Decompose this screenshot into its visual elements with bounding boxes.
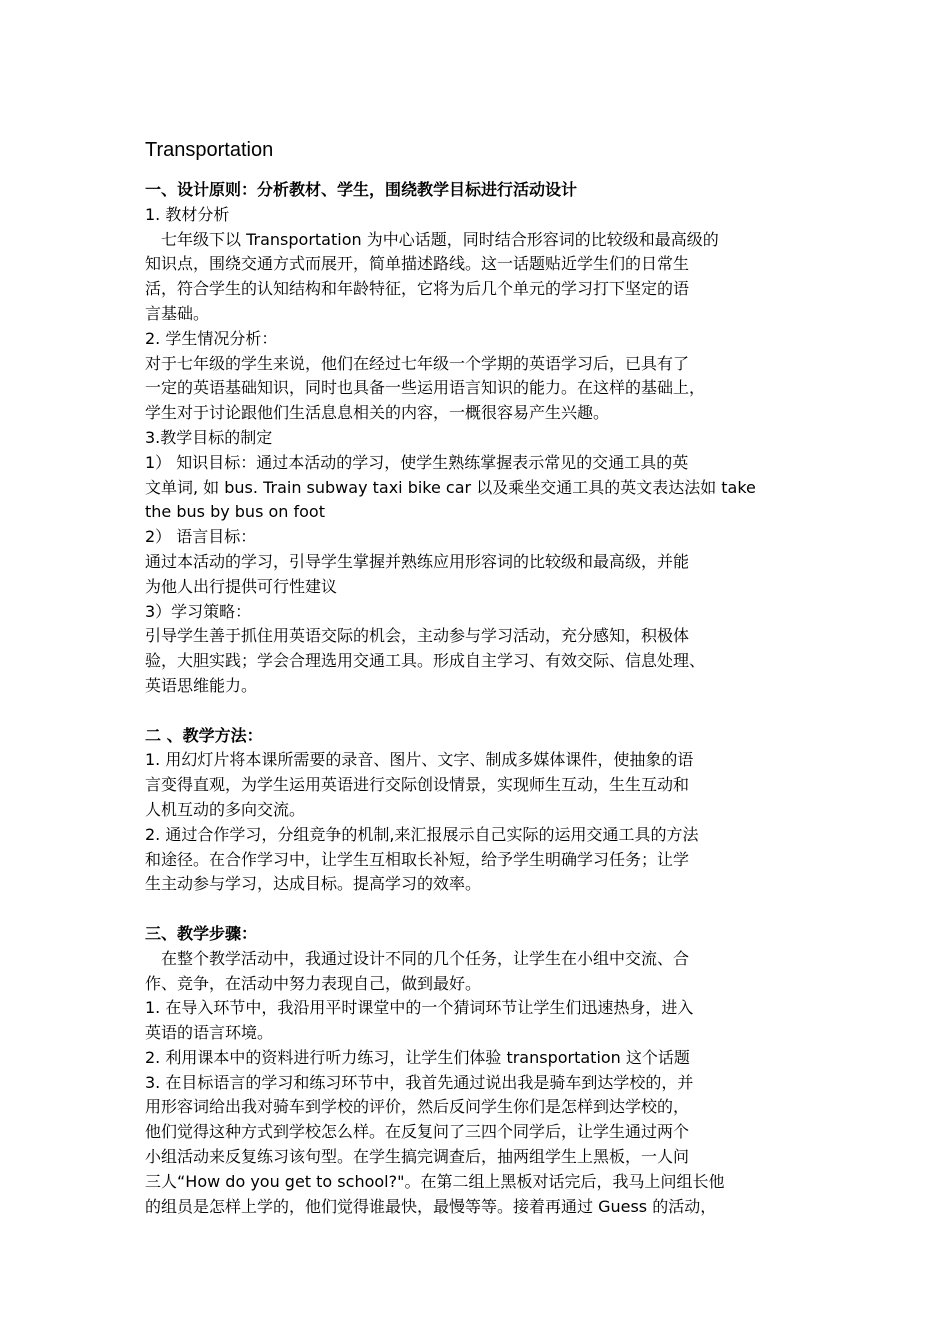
text-line: 验，大胆实践；学会合理选用交通工具。形成自主学习、有效交际、信息处理、 <box>145 651 706 671</box>
text-line: 七年级下以 Transportation 为中心话题，同时结合形容词的比较级和最高级的 <box>145 229 719 249</box>
document-title: Transportation <box>145 139 274 161</box>
text-line: 生主动参与学习，达成目标。提高学习的效率。 <box>145 874 482 894</box>
text-line: 2. 学生情况分析： <box>145 328 278 348</box>
document-text <box>145 178 825 1219</box>
text-line: 英语思维能力。 <box>145 675 258 695</box>
text-line: 引导学生善于抓住用英语交际的机会，主动参与学习活动，充分感知，积极体 <box>145 626 690 646</box>
text-line: 1. 在导入环节中，我沿用平时课堂中的一个猜词环节让学生们迅速热身，进入 <box>145 998 694 1018</box>
text-line: 的组员是怎样上学的，他们觉得谁最快，最慢等等。接着再通过 Guess 的活动， <box>145 1196 717 1216</box>
text-line: 人机互动的多向交流。 <box>145 799 306 819</box>
text-line: 言基础。 <box>145 303 210 323</box>
text-line: 和途径。在合作学习中，让学生互相取长补短，给予学生明确学习任务；让学 <box>145 849 690 869</box>
section-heading: 二 、教学方法： <box>145 725 263 745</box>
text-line: 通过本活动的学习，引导学生掌握并熟练应用形容词的比较级和最高级，并能 <box>145 551 690 571</box>
text-line: 文单词, 如 bus. Train subway taxi bike car 以及乘坐交通工具的英文表达法如 take <box>145 477 756 497</box>
blank-line <box>145 897 825 922</box>
text-line: 学生对于讨论跟他们生活息息相关的内容，一概很容易产生兴趣。 <box>145 403 610 423</box>
text-line: 作、竞争，在活动中努力表现自己，做到最好。 <box>145 973 482 993</box>
text-line: 对于七年级的学生来说，他们在经过七年级一个学期的英语学习后，已具有了 <box>145 353 690 373</box>
section-heading: 一、设计原则：分析教材、学生，围绕教学目标进行活动设计 <box>145 180 578 199</box>
text-line: 英语的语言环境。 <box>145 1023 274 1043</box>
document-body <box>145 136 825 1219</box>
text-line: 一定的英语基础知识，同时也具备一些运用语言知识的能力。在这样的基础上， <box>145 378 706 398</box>
blank-line <box>145 699 825 724</box>
text-line: 活，符合学生的认知结构和年龄特征，它将为后几个单元的学习打下坚定的语 <box>145 279 690 299</box>
text-line: 3.教学目标的制定 <box>145 427 273 447</box>
text-line: 他们觉得这种方式到学校怎么样。在反复问了三四个同学后，让学生通过两个 <box>145 1122 690 1142</box>
text-line: 1. 用幻灯片将本课所需要的录音、图片、文字、制成多媒体课件，使抽象的语 <box>145 750 694 770</box>
text-line: 小组活动来反复练习该句型。在学生搞完调查后，抽两组学生上黑板，一人问 <box>145 1147 690 1167</box>
text-line: 3）学习策略： <box>145 601 252 621</box>
text-line: the bus by bus on foot <box>145 502 325 522</box>
text-line: 2） 语言目标： <box>145 527 257 547</box>
text-line: 3. 在目标语言的学习和练习环节中，我首先通过说出我是骑车到达学校的，并 <box>145 1072 694 1092</box>
text-line: 1） 知识目标：通过本活动的学习，使学生熟练掌握表示常见的交通工具的英 <box>145 452 689 472</box>
text-line: 三人“How do you get to school?"。在第二组上黑板对话完后，我马上问组长他 <box>145 1171 725 1191</box>
text-line: 2. 利用课本中的资料进行听力练习，让学生们体验 transportation 这个话题 <box>145 1047 690 1067</box>
text-line: 知识点，围绕交通方式而展开，简单描述路线。这一话题贴近学生们的日常生 <box>145 254 690 274</box>
text-line: 为他人出行提供可行性建议 <box>145 576 338 596</box>
text-line: 言变得直观，为学生运用英语进行交际创设情景，实现师生互动，生生互动和 <box>145 775 690 795</box>
text-line: 1. 教材分析 <box>145 204 230 224</box>
text-line: 用形容词给出我对骑车到学校的评价，然后反问学生你们是怎样到达学校的， <box>145 1097 690 1117</box>
section-heading: 三、教学步骤： <box>145 923 258 943</box>
text-line: 在整个教学活动中，我通过设计不同的几个任务，让学生在小组中交流、合 <box>145 948 690 968</box>
text-line: 2. 通过合作学习，分组竞争的机制,来汇报展示自己实际的运用交通工具的方法 <box>145 824 699 844</box>
